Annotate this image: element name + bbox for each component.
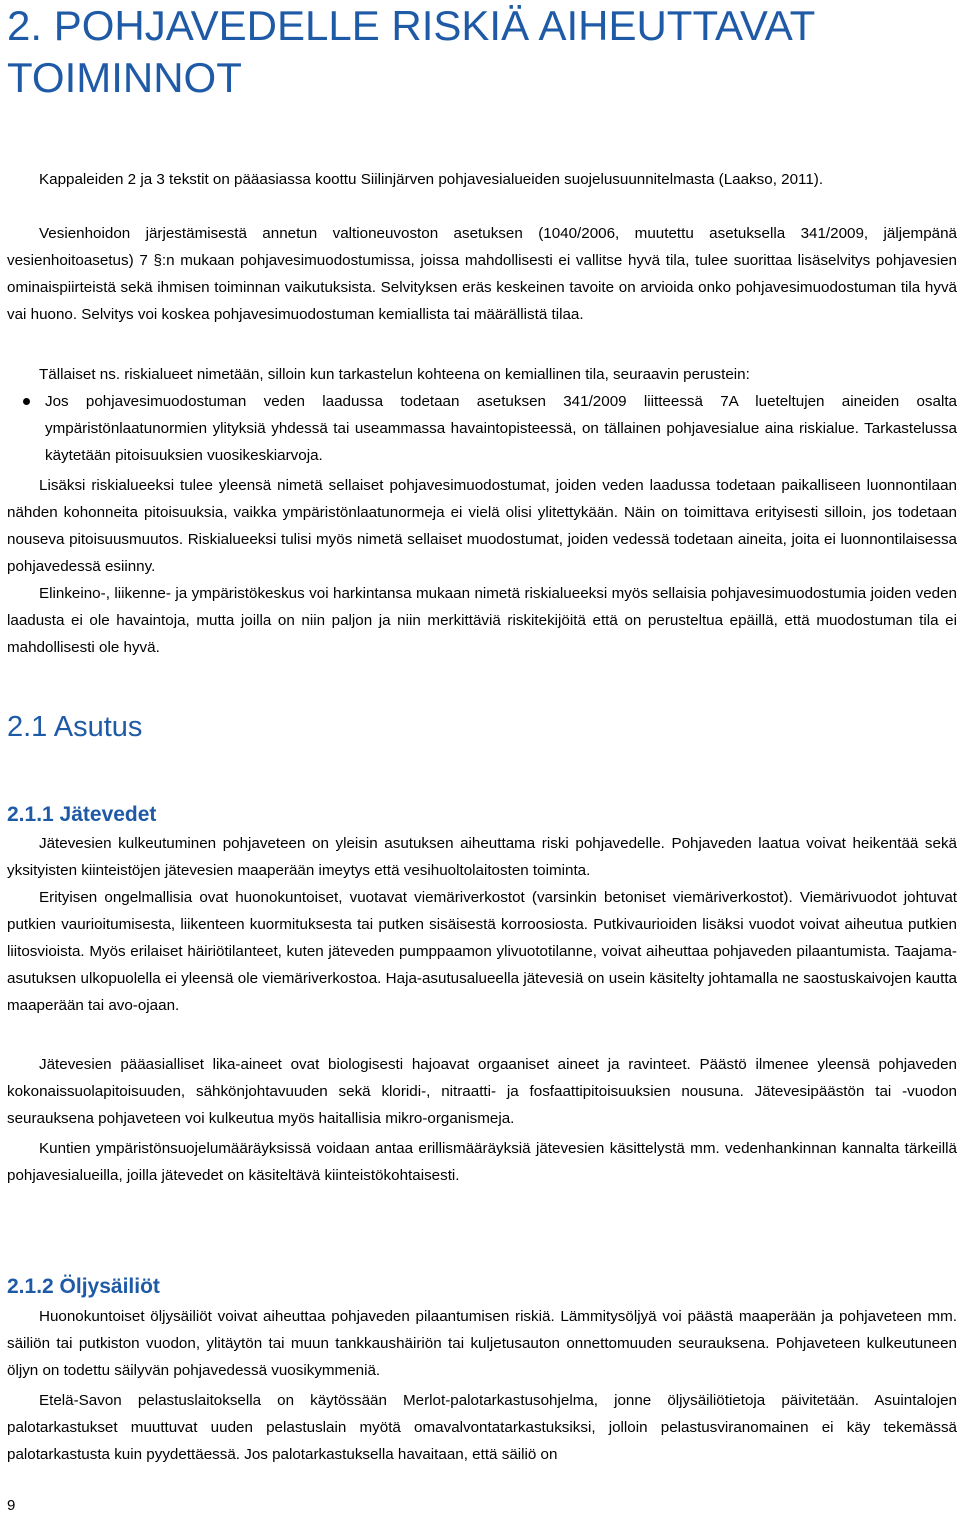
subsection-heading-oljysailiot: 2.1.2 Öljysäiliöt <box>7 1275 160 1298</box>
paragraph-risk-areas: Tällaiset ns. riskialueet nimetään, silloin kun tarkastelun kohteena on kemiallinen tila, seuraavin perustein: <box>39 366 750 383</box>
paragraph-oil-tanks: Huonokuntoiset öljysäiliöt voivat aiheuttaa pohjaveden pilaantumisen riskiä. Lämmitysöljyä voi päästä maaperään ja pohjaveteen mm. säiliön tai putkiston vuodon, ylitäytön tai muun tankkaushäiriön tai kuljetusauton onnettomuuden seurauksena. Pohjaveteen kulkeutuneen öljyn on todettu säilyvän pohjavedessä vuosikymmeniä. <box>7 1308 957 1379</box>
paragraph-fire-inspection: Etelä-Savon pelastuslaitoksella on käytössään Merlot-palotarkastusohjelma, jonne öljysäiliötietoja päivitetään. Asuintalojen palotarkastukset muuttuvat uuden pelastuslain myötä omavalvontatarkastuksiksi, jolloin pelastusviranomainen ei käy tekemässä palotarkastusta kuin pyydettäessä. Jos palotarkastuksella havaitaan, että säiliö on <box>7 1392 957 1463</box>
paragraph-ely-centre: Elinkeino-, liikenne- ja ympäristökeskus voi harkintansa mukaan nimetä riskialueeksi myös sellaisia pohjavesimuodostumia joiden veden laadusta ei ole havaintoja, mutta joilla on niin paljon ja niin merkittäviä riskitekijöitä että on perusteltua epäillä, että muodostuman tila ei mahdollisesti ole hyvä. <box>7 585 957 656</box>
section-heading-asutus: 2.1 Asutus <box>7 711 143 743</box>
bullet-item <box>7 388 957 469</box>
paragraph-additional-risk: Lisäksi riskialueeksi tulee yleensä nimetä sellaiset pohjavesimuodostumat, joiden veden laadussa todetaan paikalliseen luonnontilaan nähden kohonneita pitoisuuksia, vaikka ympäristönlaatunormeja ei vielä olisi ylitettykään. Näin on toimittava erityisesti silloin, jos todetaan nouseva pitoisuusmuutos. Riskialueeksi tulisi myös nimetä sellaiset muodostumat, joiden vedessä todetaan aineita, joita ei luonnontilaisessa pohjavedessä esiinny. <box>7 477 957 575</box>
bullet-text: Jos pohjavesimuodostuman veden laadussa todetaan asetuksen 341/2009 liitteessä 7A lueteltujen aineiden osalta ympäristönlaatunormien ylityksiä yhdessä tai useammassa havaintopisteessä, on tällainen pohjavesialue aina riskialue. Tarkastelussa käytetään pitoisuuksien vuosikeskiarvoja. <box>45 393 957 464</box>
paragraph-sewer-leaks: Erityisen ongelmallisia ovat huonokuntoiset, vuotavat viemäriverkostot (varsinkin betoniset viemäriverkostot). Viemärivuodot johtuvat putkien vaurioitumisesta, liikenteen kuormituksesta tai putken sisäisestä korroosiosta. Putkivaurioiden lisäksi vuodot voivat aiheutua putkien liitosvioista. Myös erilaiset häiriötilanteet, kuten jäteveden pumppaamon ylivuototilanne, voivat aiheuttaa pohjaveden pilaantumista. Taajama-asutuksen ulkopuolella ei yleensä ole viemäriverkostoa. Haja-asutusalueella jätevesiä on usein käsitelty johtamalla ne saostuskaivojen kautta maaperään tai avo-ojaan. <box>7 889 957 1014</box>
paragraph-pollutants: Jätevesien pääasialliset lika-aineet ovat biologisesti hajoavat orgaaniset aineet ja ravinteet. Päästö ilmenee yleensä pohjaveden kokonaissuolapitoisuuden, sähkönjohtavuuden sekä kloridi-, nitraatti- ja fosfaattipitoisuuksien nousuna. Jätevesipäästön tai -vuodon seurauksena pohjaveteen voi kulkeutua myös haitallisia mikro-organismeja. <box>7 1056 957 1127</box>
page-number: 9 <box>7 1497 16 1514</box>
paragraph-groundwater-assessment: Vesienhoidon järjestämisestä annetun valtioneuvoston asetuksen (1040/2006, muutettu asetuksella 341/2009, jäljempänä vesienhoitoasetus) 7 §:n mukaan pohjavesimuodostumissa, joissa mahdollisesti ei vallitse hyvä tila, tulee suorittaa lisäselvitys pohjavesien ominaispiirteistä sekä ihmisen toiminnan vaikutuksista. Selvityksen eräs keskeinen tavoite on arvioida onko pohjavesimuodostuman tila hyvä vai huono. Selvitys voi koskea pohjavesimuodostuman kemiallista tai määrällistä tilaa. <box>7 225 957 323</box>
paragraph-wastewater-risk: Jätevesien kulkeutuminen pohjaveteen on yleisin asutuksen aiheuttama riski pohjavedelle. Pohjaveden laatua voivat heikentää sekä yksityisten kiinteistöjen jätevesien maaperään imeytys että vesihuoltolaitosten toiminta. <box>7 835 957 879</box>
bullet-icon <box>23 398 30 405</box>
chapter-heading: 2. POHJAVEDELLE RISKIÄ AIHEUTTAVAT TOIMINNOT <box>7 2 815 101</box>
subsection-heading-jatevedet: 2.1.1 Jätevedet <box>7 803 157 826</box>
paragraph-municipal-regulations: Kuntien ympäristönsuojelumääräyksissä voidaan antaa erillismääräyksiä jätevesien käsittelystä mm. vedenhankinnan kannalta tärkeillä pohjavesialueilla, joilla jätevedet on käsiteltävä kiinteistökohtaisesti. <box>7 1140 957 1184</box>
intro-paragraph: Kappaleiden 2 ja 3 tekstit on pääasiassa koottu Siilinjärven pohjavesialueiden suojelusuunnitelmasta (Laakso, 2011). <box>39 171 824 188</box>
